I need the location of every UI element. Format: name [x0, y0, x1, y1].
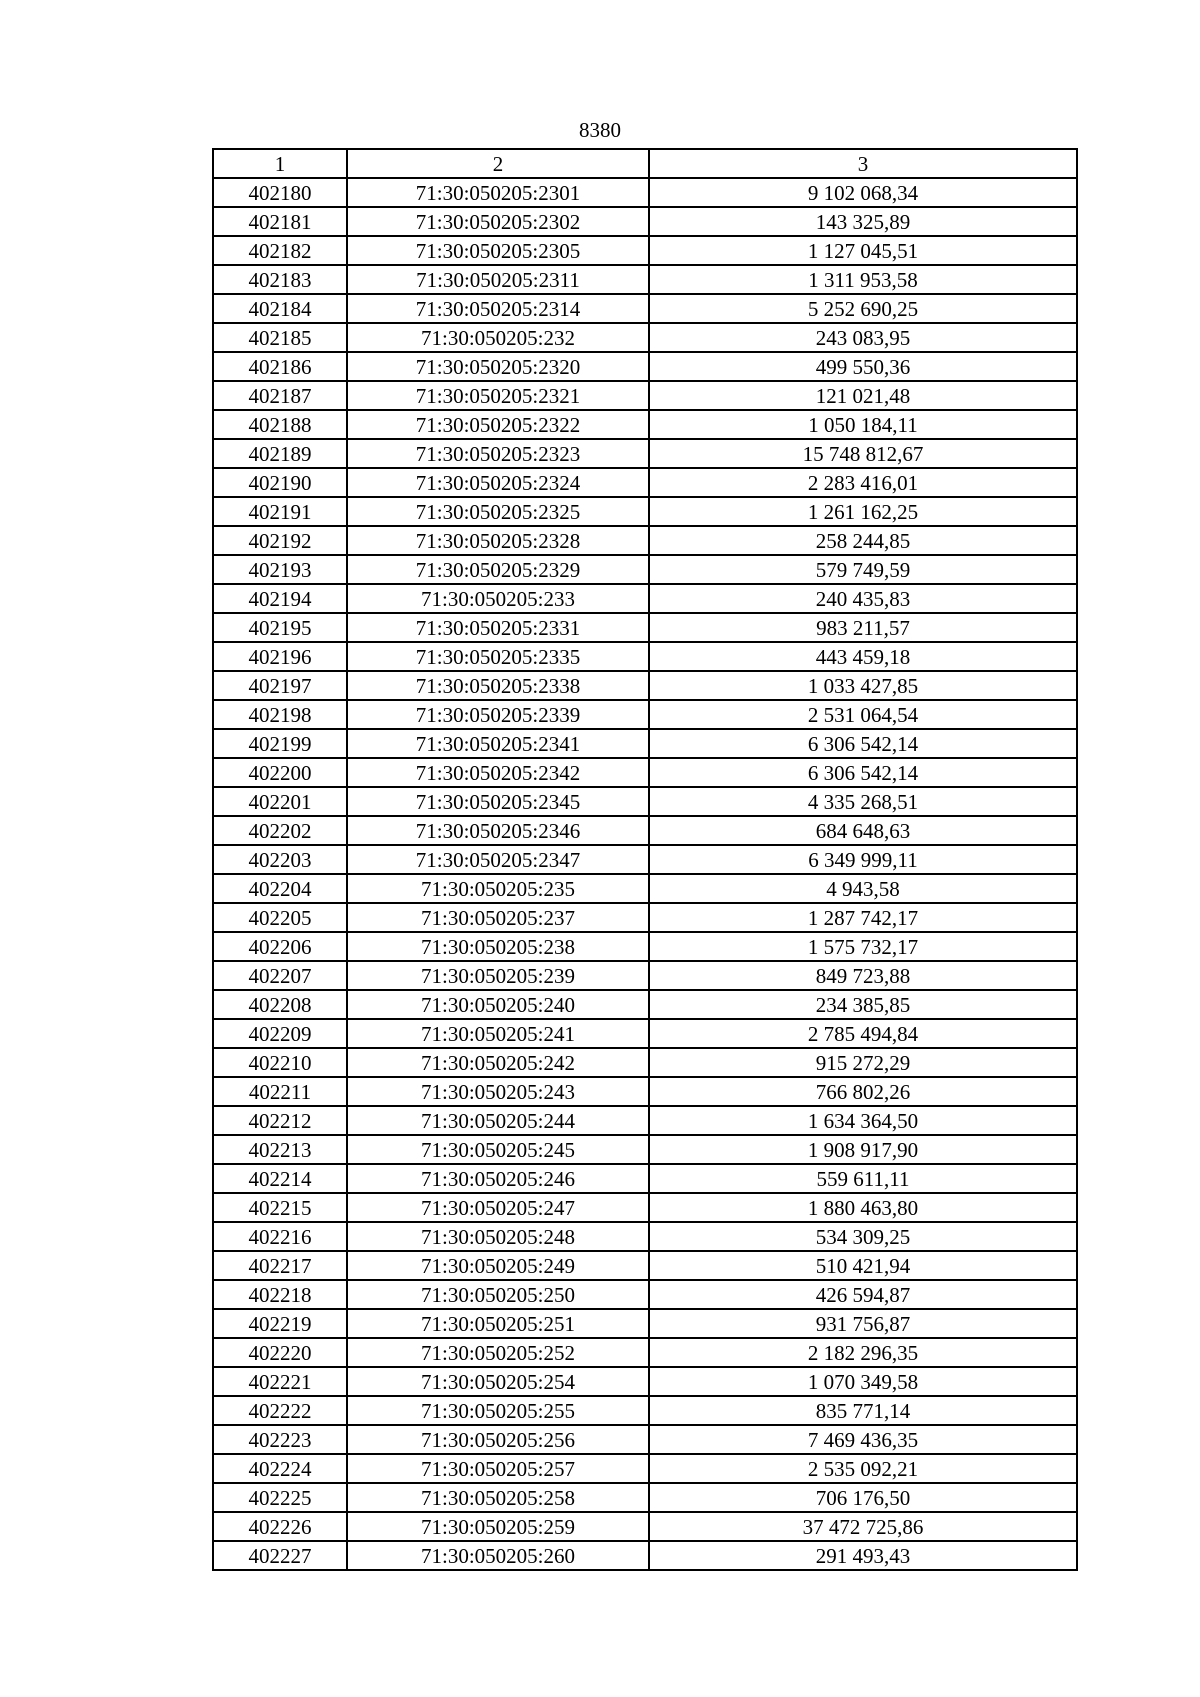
value-cell: 1 127 045,51 — [649, 236, 1077, 265]
cadastral-number-cell: 71:30:050205:2324 — [347, 468, 649, 497]
cadastral-number-cell: 71:30:050205:2342 — [347, 758, 649, 787]
cadastral-number-cell: 71:30:050205:232 — [347, 323, 649, 352]
row-number-cell: 402209 — [213, 1019, 347, 1048]
table-row — [213, 932, 1077, 961]
row-number-cell: 402183 — [213, 265, 347, 294]
cadastral-number-cell: 71:30:050205:247 — [347, 1193, 649, 1222]
row-number-cell: 402181 — [213, 207, 347, 236]
table-row — [213, 1309, 1077, 1338]
cadastral-number-cell: 71:30:050205:2325 — [347, 497, 649, 526]
table-row — [213, 236, 1077, 265]
table-row — [213, 613, 1077, 642]
cadastral-number-cell: 71:30:050205:255 — [347, 1396, 649, 1425]
cadastral-number-cell: 71:30:050205:241 — [347, 1019, 649, 1048]
table-row — [213, 294, 1077, 323]
value-cell: 6 306 542,14 — [649, 758, 1077, 787]
cadastral-number-cell: 71:30:050205:233 — [347, 584, 649, 613]
table-row — [213, 381, 1077, 410]
data-table — [212, 148, 1078, 1571]
table-row — [213, 903, 1077, 932]
row-number-cell: 402182 — [213, 236, 347, 265]
cadastral-number-cell: 71:30:050205:2329 — [347, 555, 649, 584]
table-row — [213, 1425, 1077, 1454]
table-row — [213, 352, 1077, 381]
column-header-3: 3 — [649, 149, 1077, 178]
row-number-cell: 402192 — [213, 526, 347, 555]
table-row — [213, 1193, 1077, 1222]
table-row — [213, 1396, 1077, 1425]
table-row — [213, 700, 1077, 729]
value-cell: 1 908 917,90 — [649, 1135, 1077, 1164]
value-cell: 234 385,85 — [649, 990, 1077, 1019]
row-number-cell: 402187 — [213, 381, 347, 410]
cadastral-number-cell: 71:30:050205:2331 — [347, 613, 649, 642]
row-number-cell: 402205 — [213, 903, 347, 932]
value-cell: 1 261 162,25 — [649, 497, 1077, 526]
cadastral-number-cell: 71:30:050205:245 — [347, 1135, 649, 1164]
row-number-cell: 402221 — [213, 1367, 347, 1396]
value-cell: 6 306 542,14 — [649, 729, 1077, 758]
cadastral-number-cell: 71:30:050205:2346 — [347, 816, 649, 845]
table-row — [213, 1222, 1077, 1251]
table-row — [213, 816, 1077, 845]
table-header-row — [213, 149, 1077, 178]
row-number-cell: 402195 — [213, 613, 347, 642]
value-cell: 15 748 812,67 — [649, 439, 1077, 468]
table-row — [213, 1251, 1077, 1280]
table-row — [213, 642, 1077, 671]
table-row — [213, 1048, 1077, 1077]
table-row — [213, 729, 1077, 758]
value-cell: 706 176,50 — [649, 1483, 1077, 1512]
row-number-cell: 402223 — [213, 1425, 347, 1454]
cadastral-number-cell: 71:30:050205:249 — [347, 1251, 649, 1280]
table-row — [213, 265, 1077, 294]
value-cell: 2 531 064,54 — [649, 700, 1077, 729]
table-row — [213, 990, 1077, 1019]
row-number-cell: 402222 — [213, 1396, 347, 1425]
row-number-cell: 402200 — [213, 758, 347, 787]
cadastral-number-cell: 71:30:050205:246 — [347, 1164, 649, 1193]
cadastral-number-cell: 71:30:050205:2314 — [347, 294, 649, 323]
cadastral-number-cell: 71:30:050205:239 — [347, 961, 649, 990]
table-row — [213, 439, 1077, 468]
cadastral-number-cell: 71:30:050205:256 — [347, 1425, 649, 1454]
cadastral-number-cell: 71:30:050205:243 — [347, 1077, 649, 1106]
row-number-cell: 402206 — [213, 932, 347, 961]
row-number-cell: 402198 — [213, 700, 347, 729]
row-number-cell: 402190 — [213, 468, 347, 497]
value-cell: 1 287 742,17 — [649, 903, 1077, 932]
table-row — [213, 1135, 1077, 1164]
value-cell: 4 943,58 — [649, 874, 1077, 903]
table-row — [213, 555, 1077, 584]
value-cell: 7 469 436,35 — [649, 1425, 1077, 1454]
row-number-cell: 402208 — [213, 990, 347, 1019]
cadastral-number-cell: 71:30:050205:2335 — [347, 642, 649, 671]
row-number-cell: 402212 — [213, 1106, 347, 1135]
row-number-cell: 402184 — [213, 294, 347, 323]
cadastral-number-cell: 71:30:050205:2302 — [347, 207, 649, 236]
cadastral-number-cell: 71:30:050205:240 — [347, 990, 649, 1019]
value-cell: 240 435,83 — [649, 584, 1077, 613]
cadastral-number-cell: 71:30:050205:2341 — [347, 729, 649, 758]
value-cell: 291 493,43 — [649, 1541, 1077, 1570]
value-cell: 684 648,63 — [649, 816, 1077, 845]
value-cell: 37 472 725,86 — [649, 1512, 1077, 1541]
table-row — [213, 758, 1077, 787]
value-cell: 1 050 184,11 — [649, 410, 1077, 439]
value-cell: 1 634 364,50 — [649, 1106, 1077, 1135]
cadastral-number-cell: 71:30:050205:237 — [347, 903, 649, 932]
row-number-cell: 402202 — [213, 816, 347, 845]
value-cell: 2 535 092,21 — [649, 1454, 1077, 1483]
value-cell: 1 575 732,17 — [649, 932, 1077, 961]
cadastral-number-cell: 71:30:050205:250 — [347, 1280, 649, 1309]
value-cell: 2 785 494,84 — [649, 1019, 1077, 1048]
cadastral-number-cell: 71:30:050205:2339 — [347, 700, 649, 729]
table-row — [213, 497, 1077, 526]
value-cell: 4 335 268,51 — [649, 787, 1077, 816]
row-number-cell: 402204 — [213, 874, 347, 903]
value-cell: 143 325,89 — [649, 207, 1077, 236]
value-cell: 1 311 953,58 — [649, 265, 1077, 294]
cadastral-number-cell: 71:30:050205:251 — [347, 1309, 649, 1338]
cadastral-number-cell: 71:30:050205:2321 — [347, 381, 649, 410]
value-cell: 534 309,25 — [649, 1222, 1077, 1251]
row-number-cell: 402218 — [213, 1280, 347, 1309]
table-row — [213, 1019, 1077, 1048]
value-cell: 2 182 296,35 — [649, 1338, 1077, 1367]
value-cell: 579 749,59 — [649, 555, 1077, 584]
row-number-cell: 402197 — [213, 671, 347, 700]
column-header-2: 2 — [347, 149, 649, 178]
table-row — [213, 410, 1077, 439]
row-number-cell: 402210 — [213, 1048, 347, 1077]
table-row — [213, 1367, 1077, 1396]
table-row — [213, 1454, 1077, 1483]
table-row — [213, 961, 1077, 990]
cadastral-number-cell: 71:30:050205:2311 — [347, 265, 649, 294]
row-number-cell: 402191 — [213, 497, 347, 526]
value-cell: 849 723,88 — [649, 961, 1077, 990]
cadastral-number-cell: 71:30:050205:238 — [347, 932, 649, 961]
value-cell: 426 594,87 — [649, 1280, 1077, 1309]
cadastral-number-cell: 71:30:050205:2301 — [347, 178, 649, 207]
value-cell: 443 459,18 — [649, 642, 1077, 671]
cadastral-number-cell: 71:30:050205:2338 — [347, 671, 649, 700]
cadastral-number-cell: 71:30:050205:2347 — [347, 845, 649, 874]
column-header-1: 1 — [213, 149, 347, 178]
row-number-cell: 402225 — [213, 1483, 347, 1512]
table-row — [213, 207, 1077, 236]
table-row — [213, 787, 1077, 816]
table-row — [213, 1280, 1077, 1309]
row-number-cell: 402216 — [213, 1222, 347, 1251]
row-number-cell: 402203 — [213, 845, 347, 874]
row-number-cell: 402219 — [213, 1309, 347, 1338]
row-number-cell: 402214 — [213, 1164, 347, 1193]
row-number-cell: 402220 — [213, 1338, 347, 1367]
table-row — [213, 584, 1077, 613]
row-number-cell: 402185 — [213, 323, 347, 352]
cadastral-number-cell: 71:30:050205:2328 — [347, 526, 649, 555]
value-cell: 766 802,26 — [649, 1077, 1077, 1106]
table-row — [213, 1106, 1077, 1135]
cadastral-number-cell: 71:30:050205:260 — [347, 1541, 649, 1570]
row-number-cell: 402201 — [213, 787, 347, 816]
row-number-cell: 402180 — [213, 178, 347, 207]
cadastral-number-cell: 71:30:050205:252 — [347, 1338, 649, 1367]
table-body — [213, 178, 1077, 1570]
value-cell: 499 550,36 — [649, 352, 1077, 381]
cadastral-number-cell: 71:30:050205:2305 — [347, 236, 649, 265]
cadastral-number-cell: 71:30:050205:2320 — [347, 352, 649, 381]
row-number-cell: 402227 — [213, 1541, 347, 1570]
table-row — [213, 1512, 1077, 1541]
value-cell: 915 272,29 — [649, 1048, 1077, 1077]
table-row — [213, 468, 1077, 497]
row-number-cell: 402193 — [213, 555, 347, 584]
row-number-cell: 402188 — [213, 410, 347, 439]
table-row — [213, 874, 1077, 903]
cadastral-number-cell: 71:30:050205:259 — [347, 1512, 649, 1541]
row-number-cell: 402224 — [213, 1454, 347, 1483]
table-row — [213, 323, 1077, 352]
row-number-cell: 402194 — [213, 584, 347, 613]
table-row — [213, 1483, 1077, 1512]
row-number-cell: 402217 — [213, 1251, 347, 1280]
row-number-cell: 402213 — [213, 1135, 347, 1164]
table-row — [213, 1164, 1077, 1193]
value-cell: 243 083,95 — [649, 323, 1077, 352]
table-row — [213, 178, 1077, 207]
cadastral-number-cell: 71:30:050205:254 — [347, 1367, 649, 1396]
value-cell: 258 244,85 — [649, 526, 1077, 555]
value-cell: 1 033 427,85 — [649, 671, 1077, 700]
cadastral-number-cell: 71:30:050205:242 — [347, 1048, 649, 1077]
value-cell: 121 021,48 — [649, 381, 1077, 410]
table-row — [213, 1338, 1077, 1367]
cadastral-number-cell: 71:30:050205:2322 — [347, 410, 649, 439]
row-number-cell: 402186 — [213, 352, 347, 381]
value-cell: 1 070 349,58 — [649, 1367, 1077, 1396]
row-number-cell: 402189 — [213, 439, 347, 468]
cadastral-number-cell: 71:30:050205:235 — [347, 874, 649, 903]
page-number: 8380 — [579, 118, 621, 142]
table-row — [213, 1541, 1077, 1570]
value-cell: 559 611,11 — [649, 1164, 1077, 1193]
cadastral-number-cell: 71:30:050205:2323 — [347, 439, 649, 468]
value-cell: 510 421,94 — [649, 1251, 1077, 1280]
cadastral-number-cell: 71:30:050205:257 — [347, 1454, 649, 1483]
cadastral-number-cell: 71:30:050205:248 — [347, 1222, 649, 1251]
value-cell: 6 349 999,11 — [649, 845, 1077, 874]
cadastral-number-cell: 71:30:050205:2345 — [347, 787, 649, 816]
row-number-cell: 402196 — [213, 642, 347, 671]
value-cell: 835 771,14 — [649, 1396, 1077, 1425]
value-cell: 9 102 068,34 — [649, 178, 1077, 207]
row-number-cell: 402215 — [213, 1193, 347, 1222]
value-cell: 983 211,57 — [649, 613, 1077, 642]
table-row — [213, 845, 1077, 874]
value-cell: 5 252 690,25 — [649, 294, 1077, 323]
value-cell: 931 756,87 — [649, 1309, 1077, 1338]
table-row — [213, 671, 1077, 700]
row-number-cell: 402199 — [213, 729, 347, 758]
table-row — [213, 1077, 1077, 1106]
value-cell: 1 880 463,80 — [649, 1193, 1077, 1222]
cadastral-number-cell: 71:30:050205:244 — [347, 1106, 649, 1135]
table-row — [213, 526, 1077, 555]
row-number-cell: 402211 — [213, 1077, 347, 1106]
value-cell: 2 283 416,01 — [649, 468, 1077, 497]
row-number-cell: 402207 — [213, 961, 347, 990]
cadastral-number-cell: 71:30:050205:258 — [347, 1483, 649, 1512]
row-number-cell: 402226 — [213, 1512, 347, 1541]
